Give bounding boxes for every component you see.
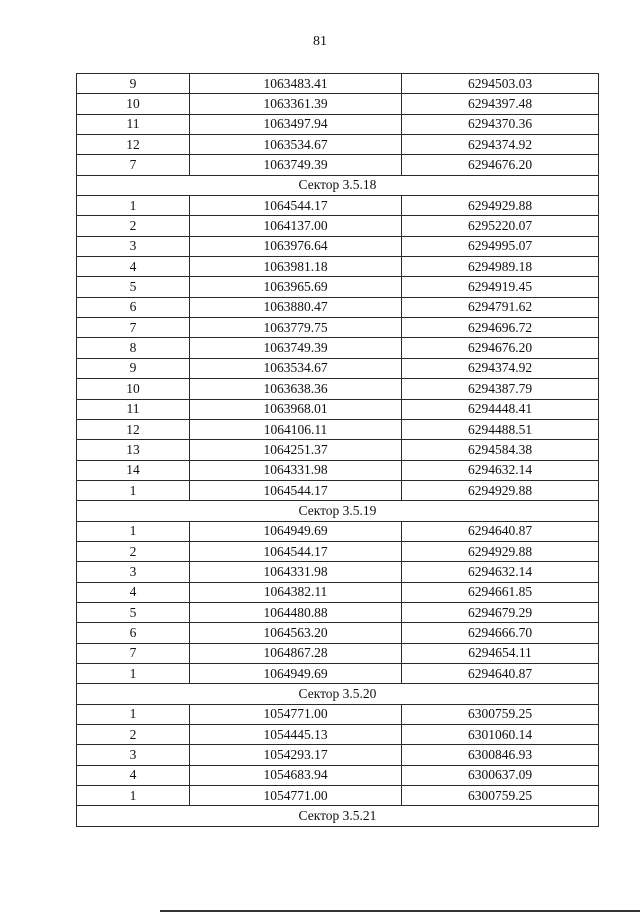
sector-label: Сектор 3.5.20 xyxy=(77,684,599,704)
point-number-cell: 2 xyxy=(77,216,190,236)
y-coordinate-cell: 6300759.25 xyxy=(402,704,599,724)
table-row xyxy=(77,216,599,236)
y-coordinate-cell: 6294995.07 xyxy=(402,236,599,256)
x-coordinate-cell: 1064331.98 xyxy=(190,562,402,582)
x-coordinate-cell: 1064382.11 xyxy=(190,582,402,602)
table-row xyxy=(77,725,599,745)
y-coordinate-cell: 6294374.92 xyxy=(402,358,599,378)
x-coordinate-cell: 1064949.69 xyxy=(190,521,402,541)
table-row xyxy=(77,440,599,460)
x-coordinate-cell: 1064949.69 xyxy=(190,663,402,683)
table-row xyxy=(77,480,599,500)
y-coordinate-cell: 6294696.72 xyxy=(402,318,599,338)
y-coordinate-cell: 6300637.09 xyxy=(402,765,599,785)
point-number-cell: 1 xyxy=(77,480,190,500)
y-coordinate-cell: 6294676.20 xyxy=(402,155,599,175)
x-coordinate-cell: 1063749.39 xyxy=(190,155,402,175)
table-row xyxy=(77,765,599,785)
x-coordinate-cell: 1063981.18 xyxy=(190,257,402,277)
point-number-cell: 1 xyxy=(77,663,190,683)
point-number-cell: 12 xyxy=(77,135,190,155)
point-number-cell: 10 xyxy=(77,94,190,114)
x-coordinate-cell: 1064544.17 xyxy=(190,196,402,216)
point-number-cell: 14 xyxy=(77,460,190,480)
x-coordinate-cell: 1063534.67 xyxy=(190,135,402,155)
y-coordinate-cell: 6294929.88 xyxy=(402,196,599,216)
x-coordinate-cell: 1063497.94 xyxy=(190,114,402,134)
table-row xyxy=(77,786,599,806)
point-number-cell: 3 xyxy=(77,745,190,765)
sector-label: Сектор 3.5.18 xyxy=(77,175,599,195)
coordinates-table xyxy=(76,73,599,827)
point-number-cell: 11 xyxy=(77,399,190,419)
point-number-cell: 2 xyxy=(77,541,190,561)
y-coordinate-cell: 6294661.85 xyxy=(402,582,599,602)
table-row xyxy=(77,257,599,277)
point-number-cell: 7 xyxy=(77,318,190,338)
table-row xyxy=(77,541,599,561)
point-number-cell: 1 xyxy=(77,521,190,541)
y-coordinate-cell: 6294929.88 xyxy=(402,480,599,500)
x-coordinate-cell: 1064544.17 xyxy=(190,480,402,500)
y-coordinate-cell: 6294584.38 xyxy=(402,440,599,460)
point-number-cell: 5 xyxy=(77,277,190,297)
y-coordinate-cell: 6294448.41 xyxy=(402,399,599,419)
table-row xyxy=(77,196,599,216)
table-row xyxy=(77,74,599,94)
y-coordinate-cell: 6294679.29 xyxy=(402,602,599,622)
y-coordinate-cell: 6301060.14 xyxy=(402,725,599,745)
x-coordinate-cell: 1063976.64 xyxy=(190,236,402,256)
x-coordinate-cell: 1054683.94 xyxy=(190,765,402,785)
point-number-cell: 11 xyxy=(77,114,190,134)
y-coordinate-cell: 6294370.36 xyxy=(402,114,599,134)
point-number-cell: 6 xyxy=(77,623,190,643)
x-coordinate-cell: 1064480.88 xyxy=(190,602,402,622)
x-coordinate-cell: 1064544.17 xyxy=(190,541,402,561)
y-coordinate-cell: 6300759.25 xyxy=(402,786,599,806)
x-coordinate-cell: 1054771.00 xyxy=(190,786,402,806)
point-number-cell: 1 xyxy=(77,786,190,806)
x-coordinate-cell: 1064331.98 xyxy=(190,460,402,480)
x-coordinate-cell: 1054771.00 xyxy=(190,704,402,724)
x-coordinate-cell: 1054445.13 xyxy=(190,725,402,745)
point-number-cell: 3 xyxy=(77,236,190,256)
x-coordinate-cell: 1063965.69 xyxy=(190,277,402,297)
point-number-cell: 8 xyxy=(77,338,190,358)
x-coordinate-cell: 1063779.75 xyxy=(190,318,402,338)
y-coordinate-cell: 6294488.51 xyxy=(402,419,599,439)
x-coordinate-cell: 1064867.28 xyxy=(190,643,402,663)
point-number-cell: 1 xyxy=(77,704,190,724)
sector-label: Сектор 3.5.21 xyxy=(77,806,599,826)
y-coordinate-cell: 6295220.07 xyxy=(402,216,599,236)
table-row xyxy=(77,663,599,683)
page-number: 81 xyxy=(313,34,327,49)
y-coordinate-cell: 6294632.14 xyxy=(402,460,599,480)
point-number-cell: 4 xyxy=(77,765,190,785)
y-coordinate-cell: 6294387.79 xyxy=(402,379,599,399)
table-row xyxy=(77,704,599,724)
table-row xyxy=(77,379,599,399)
point-number-cell: 3 xyxy=(77,562,190,582)
table-row xyxy=(77,135,599,155)
table-row xyxy=(77,318,599,338)
y-coordinate-cell: 6294397.48 xyxy=(402,94,599,114)
y-coordinate-cell: 6294654.11 xyxy=(402,643,599,663)
sector-header-row xyxy=(77,175,599,195)
x-coordinate-cell: 1063483.41 xyxy=(190,74,402,94)
x-coordinate-cell: 1064563.20 xyxy=(190,623,402,643)
table-row xyxy=(77,643,599,663)
sector-header-row xyxy=(77,684,599,704)
point-number-cell: 6 xyxy=(77,297,190,317)
y-coordinate-cell: 6294791.62 xyxy=(402,297,599,317)
point-number-cell: 12 xyxy=(77,419,190,439)
table-row xyxy=(77,297,599,317)
table-row xyxy=(77,338,599,358)
y-coordinate-cell: 6294676.20 xyxy=(402,338,599,358)
point-number-cell: 1 xyxy=(77,196,190,216)
table-row xyxy=(77,155,599,175)
table-row xyxy=(77,277,599,297)
y-coordinate-cell: 6294919.45 xyxy=(402,277,599,297)
point-number-cell: 4 xyxy=(77,257,190,277)
x-coordinate-cell: 1063638.36 xyxy=(190,379,402,399)
y-coordinate-cell: 6294929.88 xyxy=(402,541,599,561)
x-coordinate-cell: 1063880.47 xyxy=(190,297,402,317)
table-row xyxy=(77,521,599,541)
x-coordinate-cell: 1064251.37 xyxy=(190,440,402,460)
point-number-cell: 9 xyxy=(77,74,190,94)
sector-header-row xyxy=(77,501,599,521)
y-coordinate-cell: 6294374.92 xyxy=(402,135,599,155)
table-row xyxy=(77,236,599,256)
point-number-cell: 2 xyxy=(77,725,190,745)
table-row xyxy=(77,358,599,378)
x-coordinate-cell: 1063749.39 xyxy=(190,338,402,358)
point-number-cell: 13 xyxy=(77,440,190,460)
point-number-cell: 7 xyxy=(77,643,190,663)
x-coordinate-cell: 1054293.17 xyxy=(190,745,402,765)
y-coordinate-cell: 6300846.93 xyxy=(402,745,599,765)
y-coordinate-cell: 6294632.14 xyxy=(402,562,599,582)
table-row xyxy=(77,602,599,622)
point-number-cell: 10 xyxy=(77,379,190,399)
x-coordinate-cell: 1063968.01 xyxy=(190,399,402,419)
y-coordinate-cell: 6294640.87 xyxy=(402,521,599,541)
x-coordinate-cell: 1063361.39 xyxy=(190,94,402,114)
table-row xyxy=(77,460,599,480)
y-coordinate-cell: 6294666.70 xyxy=(402,623,599,643)
point-number-cell: 7 xyxy=(77,155,190,175)
table-row xyxy=(77,399,599,419)
y-coordinate-cell: 6294640.87 xyxy=(402,663,599,683)
x-coordinate-cell: 1064106.11 xyxy=(190,419,402,439)
table-row xyxy=(77,94,599,114)
page-bottom-rule xyxy=(160,910,640,912)
table-row xyxy=(77,582,599,602)
table-row xyxy=(77,114,599,134)
sector-header-row xyxy=(77,806,599,826)
y-coordinate-cell: 6294989.18 xyxy=(402,257,599,277)
x-coordinate-cell: 1064137.00 xyxy=(190,216,402,236)
table-row xyxy=(77,745,599,765)
sector-label: Сектор 3.5.19 xyxy=(77,501,599,521)
table-row xyxy=(77,419,599,439)
table-row xyxy=(77,562,599,582)
coordinates-table-body xyxy=(77,74,599,827)
point-number-cell: 5 xyxy=(77,602,190,622)
point-number-cell: 9 xyxy=(77,358,190,378)
table-row xyxy=(77,623,599,643)
y-coordinate-cell: 6294503.03 xyxy=(402,74,599,94)
point-number-cell: 4 xyxy=(77,582,190,602)
x-coordinate-cell: 1063534.67 xyxy=(190,358,402,378)
